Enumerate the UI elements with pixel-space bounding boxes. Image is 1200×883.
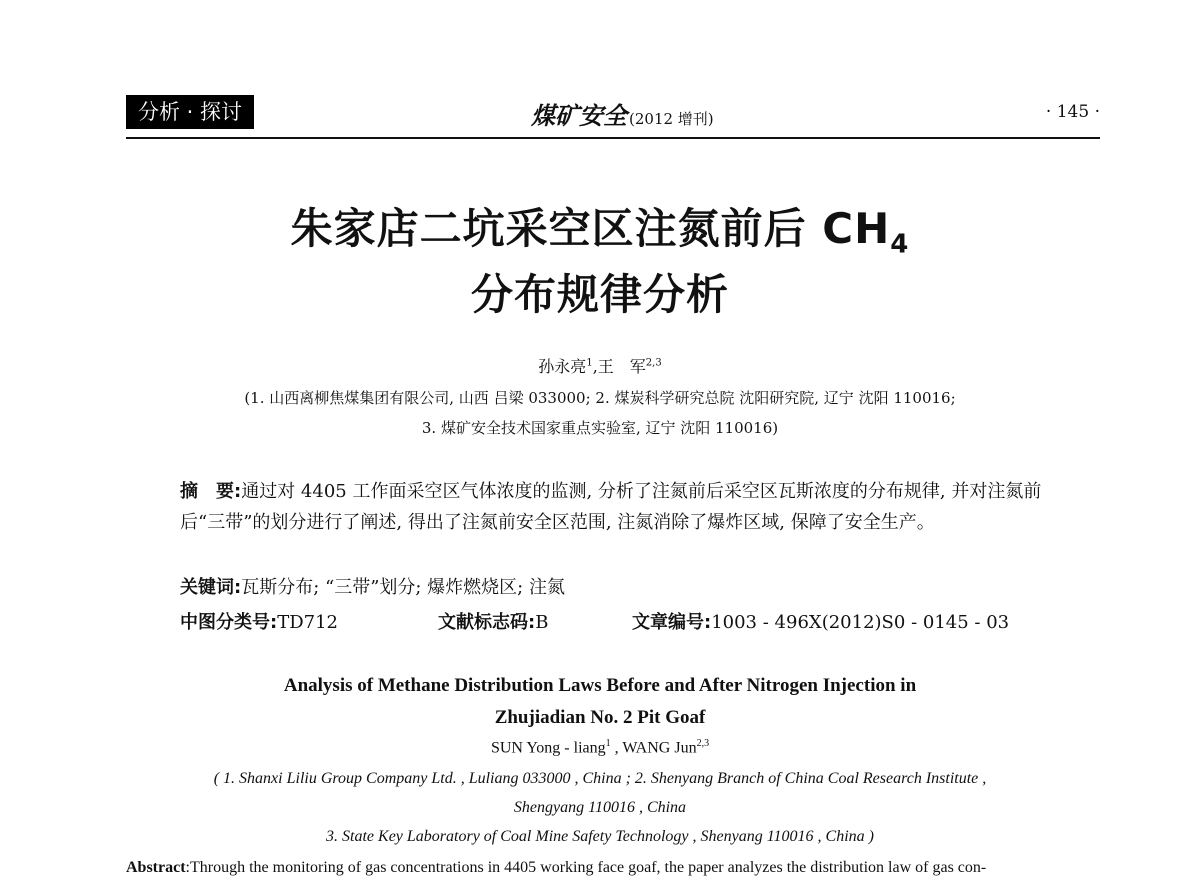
abstract-cn bbox=[180, 476, 1058, 538]
author2-en: WANG Jun bbox=[622, 739, 697, 757]
clc-label: 中图分类号: bbox=[180, 612, 278, 633]
title-cn-line2: 分布规律分析 bbox=[470, 270, 729, 319]
author2-cn-sup: 2,3 bbox=[645, 357, 662, 369]
author-sep-cn: , bbox=[592, 357, 598, 376]
clc-value: TD712 bbox=[277, 612, 338, 633]
author1-cn: 孙永亮 bbox=[538, 357, 587, 376]
abstract-en-text: Through the monitoring of gas concentrations in 4405 working face goaf, the paper analyzes the distribution law of gas con- bbox=[190, 859, 987, 876]
document-code bbox=[438, 608, 548, 634]
abstract-en bbox=[126, 859, 1100, 877]
author2-cn: 王 军 bbox=[597, 357, 646, 376]
affiliation-cn-line1: (1. 山西离柳焦煤集团有限公司, 山西 吕梁 033000; 2. 煤炭科学研究总院 沈阳研究院, 辽宁 沈阳 110016; bbox=[244, 389, 956, 407]
title-cn-line1 bbox=[0, 196, 1200, 259]
doc-code-value: B bbox=[535, 612, 549, 633]
authors-cn bbox=[0, 354, 1200, 377]
title-en-line1: Analysis of Methane Distribution Laws Before and After Nitrogen Injection in bbox=[283, 675, 917, 696]
page-number: · 145 · bbox=[1045, 102, 1100, 122]
keywords-cn-text: 瓦斯分布; “三带”划分; 爆炸燃烧区; 注氮 bbox=[241, 577, 565, 598]
article-no-value: 1003 - 496X(2012)S0 - 0145 - 03 bbox=[711, 612, 1010, 633]
article-no-label: 文章编号: bbox=[632, 612, 712, 633]
affiliation-en-line3: 3. State Key Laboratory of Coal Mine Safety Technology , Shenyang 110016 , China ) bbox=[326, 828, 874, 845]
author1-cn-sup: 1 bbox=[586, 357, 593, 369]
journal-issue: (2012 增刊) bbox=[629, 110, 714, 128]
abstract-cn-text: 通过对 4405 工作面采空区气体浓度的监测, 分析了注氮前后采空区瓦斯浓度的分布规律, 并对注氮前后“三带”的划分进行了阐述, 得出了注氮前安全区范围, 注氮消除了爆炸区域, 保障了安全生产。 bbox=[180, 481, 1042, 533]
doc-code-label: 文献标志码: bbox=[438, 612, 536, 633]
title-cn-line1-text: 朱家店二坑采空区注氮前后 CH bbox=[290, 204, 891, 253]
keywords-cn-label: 关键词: bbox=[180, 577, 242, 598]
author1-en: SUN Yong - liang bbox=[490, 739, 606, 757]
title-en-line2: Zhujiadian No. 2 Pit Goaf bbox=[494, 707, 706, 728]
journal-title: 煤矿安全 bbox=[531, 101, 627, 130]
abstract-en-label: Abstract bbox=[126, 859, 186, 876]
clc-code bbox=[180, 608, 338, 634]
header-rule bbox=[126, 137, 1100, 139]
author2-en-sup: 2,3 bbox=[696, 738, 710, 749]
keywords-cn bbox=[180, 572, 1058, 603]
affiliation-en-line1: ( 1. Shanxi Liliu Group Company Ltd. , Luliang 033000 , China ; 2. Shenyang Branch of China Coal Research Institute , bbox=[213, 770, 987, 787]
journal-name bbox=[531, 96, 714, 131]
authors-en bbox=[0, 738, 1200, 757]
abstract-cn-label: 摘 要: bbox=[180, 481, 242, 502]
affiliation-cn-line2: 3. 煤矿安全技术国家重点实验室, 辽宁 沈阳 110016) bbox=[421, 419, 779, 437]
author-sep-en: , bbox=[610, 739, 623, 757]
section-tag: 分析 · 探讨 bbox=[126, 95, 254, 129]
article-number bbox=[632, 608, 1009, 634]
running-header bbox=[126, 90, 1100, 132]
abstract-en-colon: : bbox=[185, 859, 190, 876]
affiliation-en-line2: Shengyang 110016 , China bbox=[513, 799, 687, 816]
author1-en-sup: 1 bbox=[605, 738, 611, 749]
title-cn-subscript: 4 bbox=[890, 229, 910, 260]
